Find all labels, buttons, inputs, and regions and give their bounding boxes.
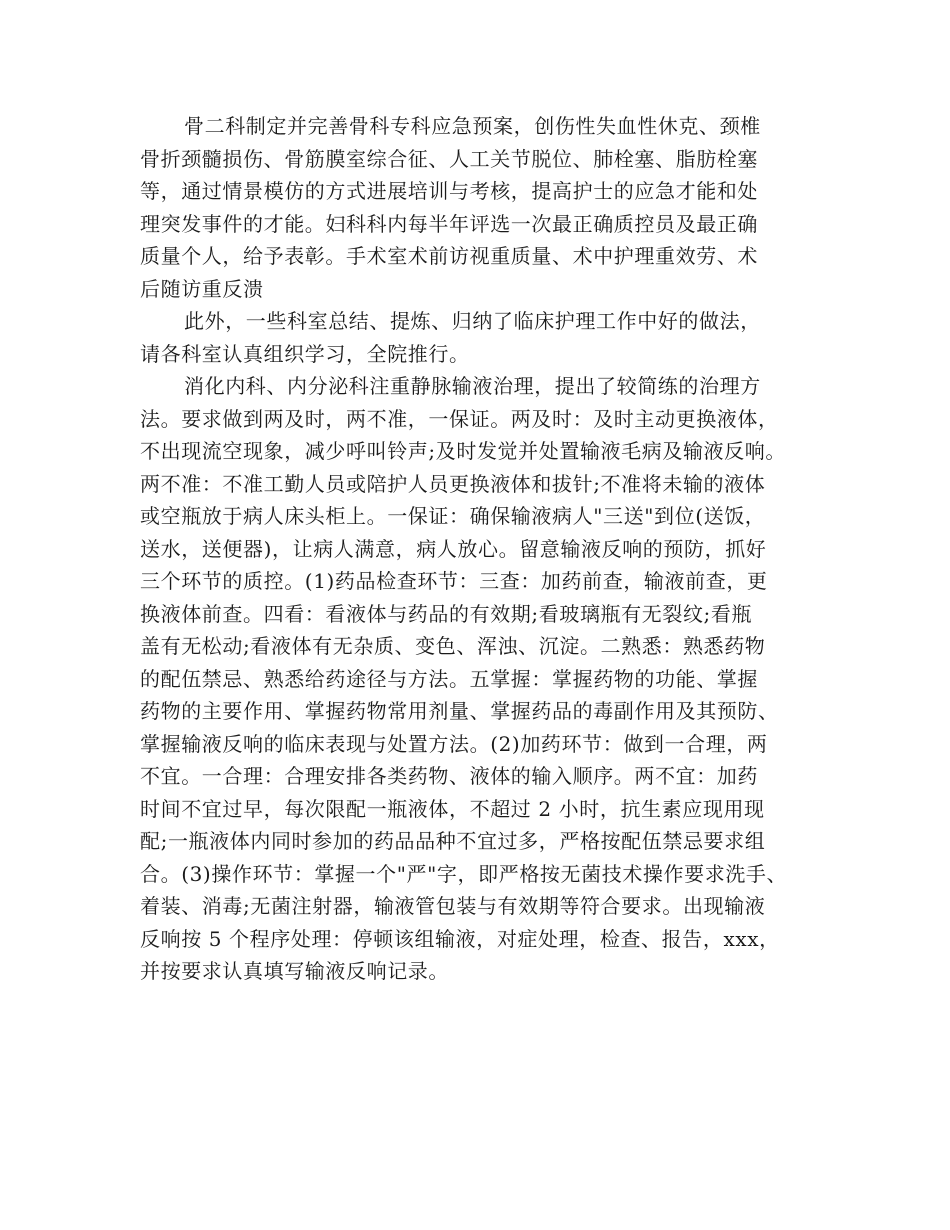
text-line: 着装、消毒;无菌注射器，输液管包装与有效期等符合要求。出现输液 <box>140 894 766 918</box>
text-line: 不出现流空现象，减少呼叫铃声;及时发觉并处置输液毛病及输液反响。 <box>140 439 786 463</box>
text-line: 理突发事件的才能。妇科科内每半年评选一次最正确质控员及最正确 <box>140 211 758 236</box>
document-body <box>140 110 812 988</box>
text-line: 的配伍禁忌、熟悉给药途径与方法。五掌握：掌握药物的功能、掌握 <box>140 666 758 691</box>
text-line: 反响按 5 个程序处理：停顿该组输液，对症处理，检查、报告，xxx， <box>140 926 780 951</box>
text-line: 掌握输液反响的临床表现与处置方法。(2)加药环节：做到一合理，两 <box>140 731 768 756</box>
text-line: 消化内科、内分泌科注重静脉输液治理，提出了较简练的治理方 <box>184 374 761 398</box>
text-line: 或空瓶放于病人床头柜上。一保证：确保输液病人"三送"到位(送饭， <box>140 504 766 528</box>
text-line: 并按要求认真填写输液反响记录。 <box>140 959 449 983</box>
text-line: 此外，一些科室总结、提炼、归纳了临床护理工作中好的做法， <box>184 309 761 333</box>
text-line: 合。(3)操作环节：掌握一个"严"字，即严格按无菌技术操作要求洗手、 <box>140 861 788 886</box>
text-line: 盖有无松动;看液体有无杂质、变色、浑浊、沉淀。二熟悉：熟悉药物 <box>140 634 766 658</box>
text-line: 等，通过情景模仿的方式进展培训与考核，提高护士的应急才能和处 <box>140 179 758 203</box>
paragraph-infusion-management <box>140 370 812 988</box>
text-line: 后随访重反溃 <box>140 276 264 301</box>
text-line: 质量个人，给予表彰。手术室术前访视重质量、术中护理重效劳、术 <box>140 244 758 268</box>
text-line: 两不准：不准工勤人员或陪护人员更换液体和拔针;不准将未输的液体 <box>140 471 766 496</box>
text-line: 请各科室认真组织学习，全院推行。 <box>140 341 470 366</box>
text-line: 药物的主要作用、掌握药物常用剂量、掌握药品的毒副作用及其预防、 <box>140 699 779 723</box>
text-line: 三个环节的质控。(1)药品检查环节：三查：加药前查，输液前查，更 <box>140 569 768 593</box>
text-line: 时间不宜过早，每次限配一瓶液体，不超过 2 小时，抗生素应现用现 <box>140 796 765 821</box>
paragraph-orthopedics <box>140 110 812 305</box>
text-line: 配;一瓶液体内同时参加的药品品种不宜过多，严格按配伍禁忌要求组 <box>140 829 766 853</box>
text-line: 骨二科制定并完善骨科专科应急预案，创伤性失血性休克、颈椎 <box>184 114 761 138</box>
text-line: 不宜。一合理：合理安排各类药物、液体的输入顺序。两不宜：加药 <box>140 764 758 788</box>
paragraph-summary <box>140 305 812 370</box>
text-line: 法。要求做到两及时，两不准，一保证。两及时：及时主动更换液体， <box>140 406 779 431</box>
text-line: 骨折颈髓损伤、骨筋膜室综合征、人工关节脱位、肺栓塞、脂肪栓塞 <box>140 146 758 171</box>
text-line: 换液体前查。四看：看液体与药品的有效期;看玻璃瓶有无裂纹;看瓶 <box>140 601 753 626</box>
text-line: 送水，送便器)，让病人满意，病人放心。留意输液反响的预防，抓好 <box>140 536 767 561</box>
